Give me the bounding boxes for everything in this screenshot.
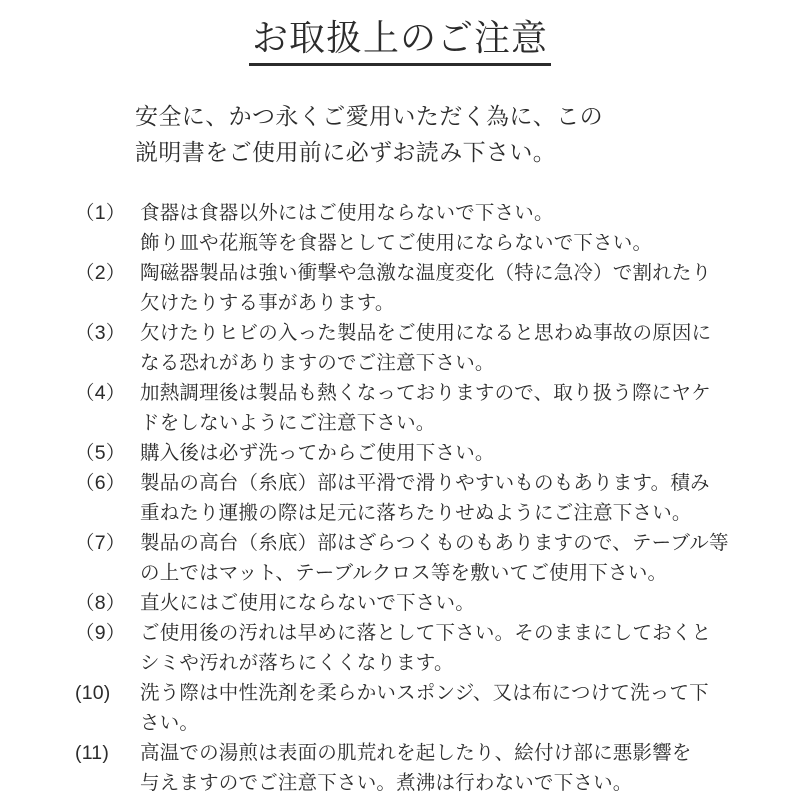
- item-text-line: 直火にはご使用にならないで下さい。: [140, 592, 475, 614]
- item-text-line: 高温での湯煎は表面の肌荒れを起したり、絵付け部に悪影響を: [140, 742, 692, 764]
- list-item: [75, 678, 800, 738]
- item-text: [140, 318, 730, 378]
- item-text: [140, 738, 730, 798]
- item-number: （1）: [75, 202, 126, 224]
- list-item: [75, 468, 800, 528]
- item-text-line: 与えますのでご注意下さい。煮沸は行わないで下さい。: [140, 772, 633, 794]
- item-text-line: ドをしないようにご注意下さい。: [140, 412, 436, 434]
- item-text-line: 洗う際は中性洗剤を柔らかいスポンジ、又は布につけて洗って下: [140, 682, 709, 704]
- list-item: [75, 618, 800, 678]
- item-number: （5）: [75, 442, 126, 464]
- list-item: [75, 318, 800, 378]
- item-text-line: さい。: [140, 712, 200, 734]
- item-text-line: なる恐れがありますのでご注意下さい。: [140, 352, 495, 374]
- item-text-line: 陶磁器製品は強い衝撃や急激な温度変化（特に急冷）で割れたり: [140, 262, 712, 284]
- item-text-line: 重ねたり運搬の際は足元に落ちたりせぬようにご注意下さい。: [140, 502, 692, 524]
- item-text-line: 加熱調理後は製品も熱くなっておりますので、取り扱う際にヤケ: [140, 382, 711, 404]
- list-item: [75, 378, 800, 438]
- item-number: （9）: [75, 622, 126, 644]
- item-text: [140, 258, 730, 318]
- item-text: [140, 588, 730, 618]
- list-item: [75, 738, 800, 798]
- intro-line: 安全に、かつ永くご愛用いただく為に、この: [135, 103, 603, 129]
- item-text-line: 飾り皿や花瓶等を食器としてご使用にならないで下さい。: [140, 232, 653, 254]
- list-item: [75, 588, 800, 618]
- item-number: （6）: [75, 472, 126, 494]
- item-text: [140, 678, 730, 738]
- item-text-line: 欠けたりヒビの入った製品をご使用になると思わぬ事故の原因に: [140, 322, 712, 344]
- item-text: [140, 528, 730, 588]
- item-number: (10): [75, 682, 111, 704]
- item-text-line: 製品の高台（糸底）部はざらつくものもありますので、テーブル等: [140, 532, 729, 554]
- intro-text: [135, 98, 800, 170]
- list-item: [75, 258, 800, 318]
- item-text-line: 食器は食器以外にはご使用ならないで下さい。: [140, 202, 554, 224]
- page-title: お取扱上のご注意: [249, 20, 551, 66]
- item-text-line: シミや汚れが落ちにくくなります。: [140, 652, 454, 674]
- item-number: （8）: [75, 592, 126, 614]
- title-container: [0, 17, 800, 66]
- item-text-line: の上ではマット、テーブルクロス等を敷いてご使用下さい。: [140, 562, 668, 584]
- list-item: [75, 528, 800, 588]
- item-number: （7）: [75, 532, 126, 554]
- item-text: [140, 198, 730, 258]
- precautions-list: [75, 198, 800, 798]
- item-number: (11): [75, 742, 110, 764]
- item-number: （4）: [75, 382, 126, 404]
- item-text-line: 購入後は必ず洗ってからご使用下さい。: [140, 442, 495, 464]
- item-text: [140, 618, 730, 678]
- item-text-line: ご使用後の汚れは早めに落として下さい。そのままにしておくと: [140, 622, 712, 644]
- item-text-line: 製品の高台（糸底）部は平滑で滑りやすいものもあります。積み: [140, 472, 710, 494]
- item-text: [140, 468, 730, 528]
- list-item: [75, 198, 800, 258]
- item-text-line: 欠けたりする事があります。: [140, 292, 395, 314]
- item-number: （3）: [75, 322, 126, 344]
- item-text: [140, 378, 730, 438]
- item-text: [140, 438, 730, 468]
- item-number: （2）: [75, 262, 126, 284]
- intro-line: 説明書をご使用前に必ずお読み下さい。: [135, 139, 557, 165]
- list-item: [75, 438, 800, 468]
